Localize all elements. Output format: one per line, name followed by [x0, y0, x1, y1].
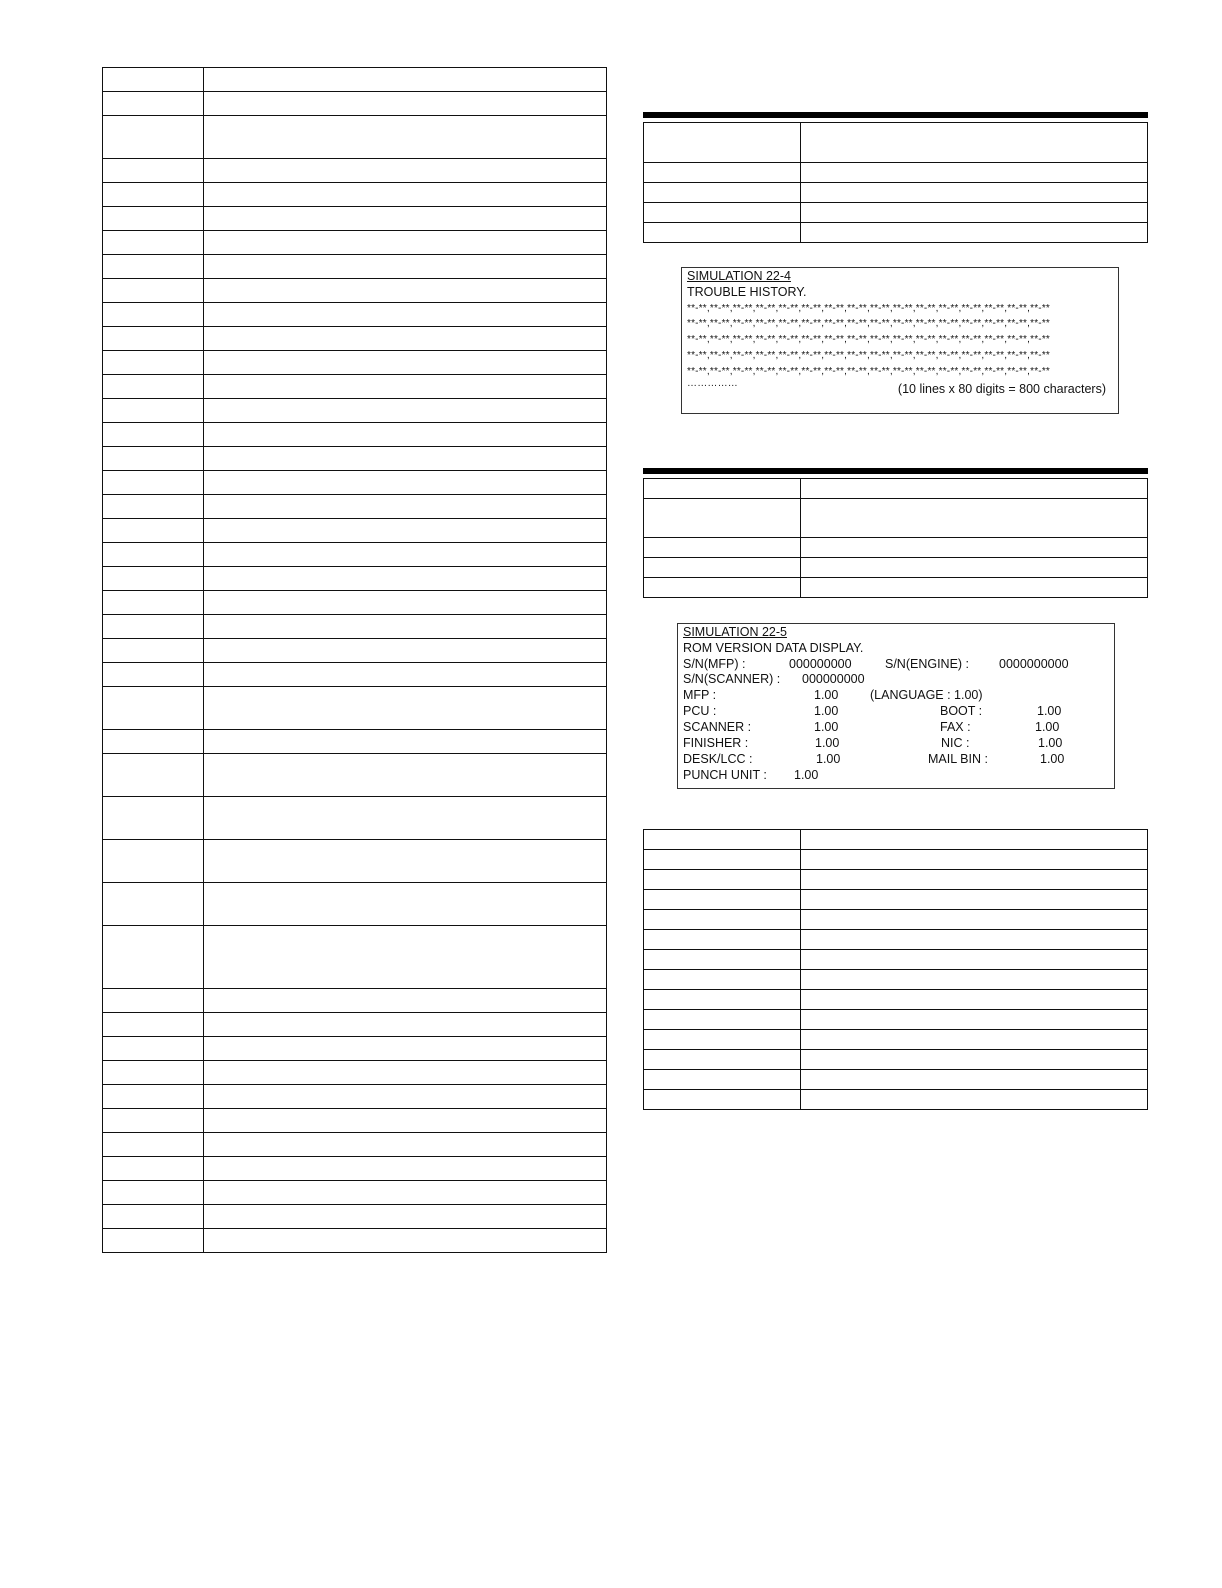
pattern-line: **-**,**-**,**-**,**-**,**-**,**-**,**-**,**-**,**-**,**-**,**-**,**-**,**-**,**-**,**-**,**-** — [687, 302, 1051, 314]
sn-scanner-row — [683, 672, 1114, 688]
table-row — [103, 797, 607, 840]
mailbin-label: MAIL BIN : — [928, 751, 988, 766]
pattern-line: **-**,**-**,**-**,**-**,**-**,**-**,**-**,**-**,**-**,**-**,**-**,**-**,**-**,**-**,**-**,**-** — [687, 349, 1051, 361]
table-row — [103, 1229, 607, 1253]
table-row — [103, 754, 607, 797]
table-row — [644, 850, 1148, 870]
table-row — [644, 123, 1148, 163]
table-row — [103, 92, 607, 116]
table-row — [644, 1010, 1148, 1030]
pattern-line: **-**,**-**,**-**,**-**,**-**,**-**,**-**,**-**,**-**,**-**,**-**,**-**,**-**,**-**,**-**,**-** — [687, 365, 1051, 377]
table-row — [103, 255, 607, 279]
scanner-row — [683, 720, 1114, 736]
desk-value: 1.00 — [816, 751, 841, 766]
table-row — [103, 68, 607, 92]
punch-value: 1.00 — [794, 767, 819, 782]
table-row — [103, 1205, 607, 1229]
table-row — [103, 730, 607, 754]
mfp-row — [683, 688, 1114, 704]
scanner-value: 1.00 — [814, 720, 839, 735]
section-rule-middle — [643, 468, 1148, 474]
table-row — [103, 663, 607, 687]
sim-note: (10 lines x 80 digits = 800 characters) — [897, 381, 1106, 396]
table-row — [103, 615, 607, 639]
sn-scanner-label: S/N(SCANNER) : — [683, 672, 781, 687]
pattern-line: **-**,**-**,**-**,**-**,**-**,**-**,**-**,**-**,**-**,**-**,**-**,**-**,**-**,**-**,**-**,**-** — [687, 334, 1051, 346]
table-row — [644, 990, 1148, 1010]
sim-title: SIMULATION 22-5 — [683, 625, 787, 639]
boot-label: BOOT : — [940, 704, 983, 719]
sim-subtitle: TROUBLE HISTORY. — [687, 284, 807, 299]
sim-title: SIMULATION 22-4 — [687, 269, 791, 283]
table-row — [103, 495, 607, 519]
nic-value: 1.00 — [1038, 736, 1063, 751]
table-row — [644, 950, 1148, 970]
table-row — [644, 203, 1148, 223]
mailbin-value: 1.00 — [1040, 751, 1065, 766]
right-table-3 — [643, 829, 1148, 1110]
table-row — [103, 159, 607, 183]
table-row — [103, 207, 607, 231]
table-row — [644, 558, 1148, 578]
nic-label: NIC : — [941, 736, 970, 751]
table-row — [103, 1109, 607, 1133]
pcu-row — [683, 704, 1114, 720]
table-row — [644, 163, 1148, 183]
table-row — [103, 447, 607, 471]
left-table — [102, 67, 607, 1253]
fax-value: 1.00 — [1035, 720, 1060, 735]
table-row — [103, 231, 607, 255]
table-row — [103, 543, 607, 567]
section-rule-top — [643, 112, 1148, 118]
table-row — [103, 926, 607, 989]
fax-label: FAX : — [940, 720, 971, 735]
desk-row — [683, 752, 1114, 768]
table-row — [103, 989, 607, 1013]
punch-label: PUNCH UNIT : — [683, 767, 767, 782]
table-row — [103, 303, 607, 327]
table-row — [103, 687, 607, 730]
table-row — [103, 375, 607, 399]
table-row — [103, 351, 607, 375]
ellipsis: …………… — [687, 377, 738, 389]
sn-scanner-value: 000000000 — [802, 672, 865, 687]
scanner-label: SCANNER : — [683, 720, 752, 735]
table-row — [103, 639, 607, 663]
sn-engine-value: 0000000000 — [999, 656, 1069, 671]
table-row — [644, 499, 1148, 538]
table-row — [644, 930, 1148, 950]
language-text: (LANGUAGE : 1.00) — [870, 688, 983, 703]
table-row — [644, 183, 1148, 203]
table-row — [103, 883, 607, 926]
simulation-22-5-display — [677, 623, 1115, 789]
table-row — [644, 223, 1148, 243]
sn-row — [683, 657, 1114, 673]
boot-value: 1.00 — [1037, 704, 1062, 719]
sn-mfp-label: S/N(MFP) : — [683, 656, 746, 671]
table-row — [103, 116, 607, 159]
finisher-value: 1.00 — [815, 736, 840, 751]
table-row — [103, 1037, 607, 1061]
sn-mfp-value: 000000000 — [789, 656, 852, 671]
table-row — [644, 970, 1148, 990]
table-row — [103, 183, 607, 207]
table-row — [103, 1133, 607, 1157]
table-row — [103, 423, 607, 447]
table-row — [103, 399, 607, 423]
table-row — [644, 1090, 1148, 1110]
table-row — [644, 1050, 1148, 1070]
table-row — [103, 567, 607, 591]
table-row — [103, 1013, 607, 1037]
table-row — [103, 591, 607, 615]
sn-engine-label: S/N(ENGINE) : — [885, 656, 970, 671]
table-row — [103, 471, 607, 495]
table-row — [103, 279, 607, 303]
right-table-2 — [643, 478, 1148, 598]
pattern-line: **-**,**-**,**-**,**-**,**-**,**-**,**-**,**-**,**-**,**-**,**-**,**-**,**-**,**-**,**-**,**-** — [687, 318, 1051, 330]
table-row — [103, 1061, 607, 1085]
table-row — [644, 830, 1148, 850]
finisher-row — [683, 736, 1114, 752]
punch-row — [683, 768, 1114, 784]
finisher-label: FINISHER : — [683, 736, 749, 751]
table-row — [644, 1070, 1148, 1090]
mfp-value: 1.00 — [814, 688, 839, 703]
pcu-value: 1.00 — [814, 704, 839, 719]
table-row — [103, 1181, 607, 1205]
desk-label: DESK/LCC : — [683, 751, 753, 766]
table-row — [103, 519, 607, 543]
table-row — [644, 890, 1148, 910]
sim-subtitle: ROM VERSION DATA DISPLAY. — [683, 640, 864, 655]
table-row — [644, 538, 1148, 558]
table-row — [103, 840, 607, 883]
simulation-22-4-display — [681, 267, 1119, 414]
table-row — [644, 578, 1148, 598]
table-row — [103, 1085, 607, 1109]
table-row — [644, 870, 1148, 890]
pcu-label: PCU : — [683, 704, 717, 719]
table-row — [644, 1030, 1148, 1050]
mfp-label: MFP : — [683, 688, 717, 703]
table-row — [644, 479, 1148, 499]
table-row — [103, 1157, 607, 1181]
table-row — [103, 327, 607, 351]
right-table-1 — [643, 122, 1148, 243]
table-row — [644, 910, 1148, 930]
